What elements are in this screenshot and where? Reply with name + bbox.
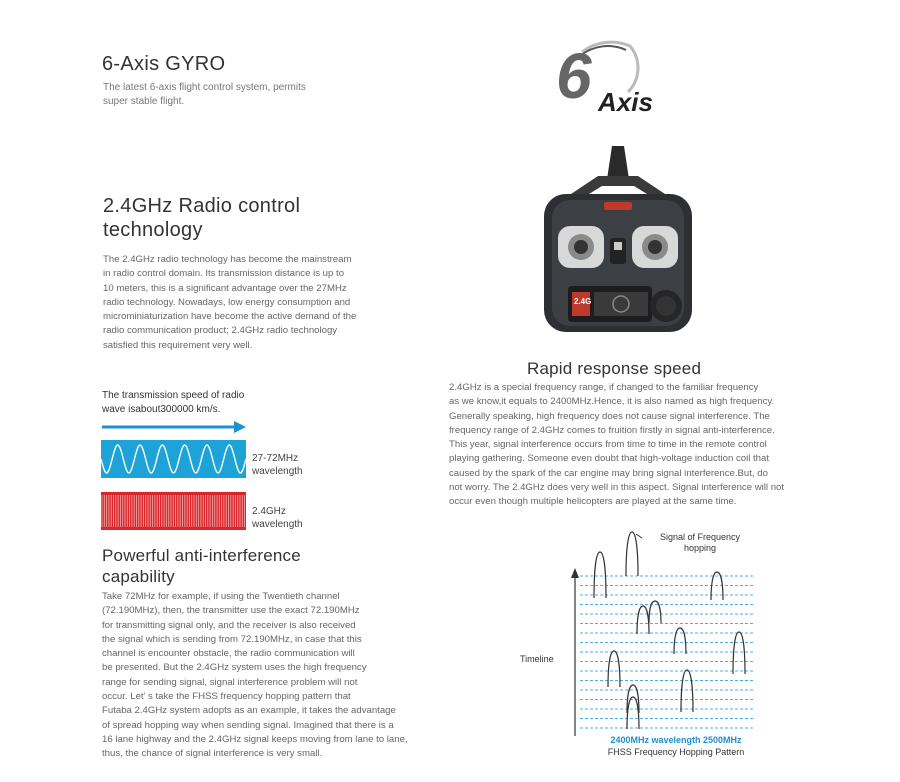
remote-controller-image — [538, 146, 698, 336]
timeline-label: Timeline — [520, 654, 554, 664]
rapid-response-title: Rapid response speed — [527, 359, 702, 378]
low-frequency-wave — [101, 440, 246, 478]
gyro-title: 6-Axis GYRO — [102, 53, 226, 75]
fhss-caption: FHSS Frequency Hopping Pattern — [607, 747, 745, 757]
fhss-chart — [520, 528, 780, 738]
anti-interference-body: Take 72MHz for example, if using the Twentieth channel (72.190MHz), then, the transmitter use the exact 72.190MHz for transmitting signal only, and the receiver is also received the signal which is sending from 72.190MHz, in case that this channel is encounter obstacle, the radio communication will be presented. But the 2.4GHz system uses the high frequency range for sending signal, signal interference problem will not occur. Let’ s take the FHSS frequency hopping pattern that Futaba 2.4GHz system adopts as an example, it takes the advantage of spread hopping way when sending signal. Imagined that there is a 16 lane highway and the 2.4GHz signal keeps moving from lane to lane, thus, the chance of signal interference is very small. — [102, 591, 408, 760]
rapid-response-body: 2.4GHz is a special frequency range, if changed to the familiar frequency as we know,it equals to 2400MHz.Hence, it is also named as high frequency. Generally speaking, high frequency does not cause signal interference. The frequency range of 2.4GHz comes to fruition firstly in signal anti-interference. This year, signal interference occurs from time to time in the remote control playing gathering. Someone even doubt that high-voltage induction coil that caused by the spark of the car engine may bring signal interference.But, do not worry. The 2.4GHz does very well in this aspect. Signal interference will not occur even though multiple helicopters are played at the same time. — [449, 382, 785, 508]
frequency-range-label: 2400MHz wavelength 2500MHz — [610, 735, 742, 745]
gyro-description: The latest 6-axis flight control system, permits super stable flight. — [103, 82, 306, 107]
low-frequency-label: 27-72MHz wavelength — [252, 453, 303, 477]
fhss-diagram — [520, 528, 780, 768]
controller-badge: 2.4G — [574, 297, 592, 306]
radio-body: The 2.4GHz radio technology has become the mainstream in radio control domain. Its transmission distance is up to 10 meters, this is a significant advantage over the 27MHz radio technology. Nowadays, low energy consumption and microminiaturization have become the active demand of the radio communication product; 2.4GHz radio technology satisfied this requirement very well. — [103, 254, 357, 351]
six-axis-word: Axis — [598, 87, 653, 117]
radio-title: 2.4GHz Radio control technology — [103, 195, 301, 241]
frequency-lanes — [580, 576, 755, 728]
anti-interference-title: Powerful anti-interference capability — [102, 546, 301, 586]
direction-arrow-icon — [100, 420, 248, 434]
six-axis-logo — [552, 38, 672, 122]
transmission-text: The transmission speed of radio wave isabout300000 km/s. — [102, 390, 245, 415]
high-frequency-label: 2.4GHz wavelength — [252, 506, 303, 530]
six-axis-number: 6 — [556, 40, 592, 112]
high-frequency-wave — [101, 492, 246, 530]
signal-label: Signal of Frequency hopping — [659, 532, 741, 553]
